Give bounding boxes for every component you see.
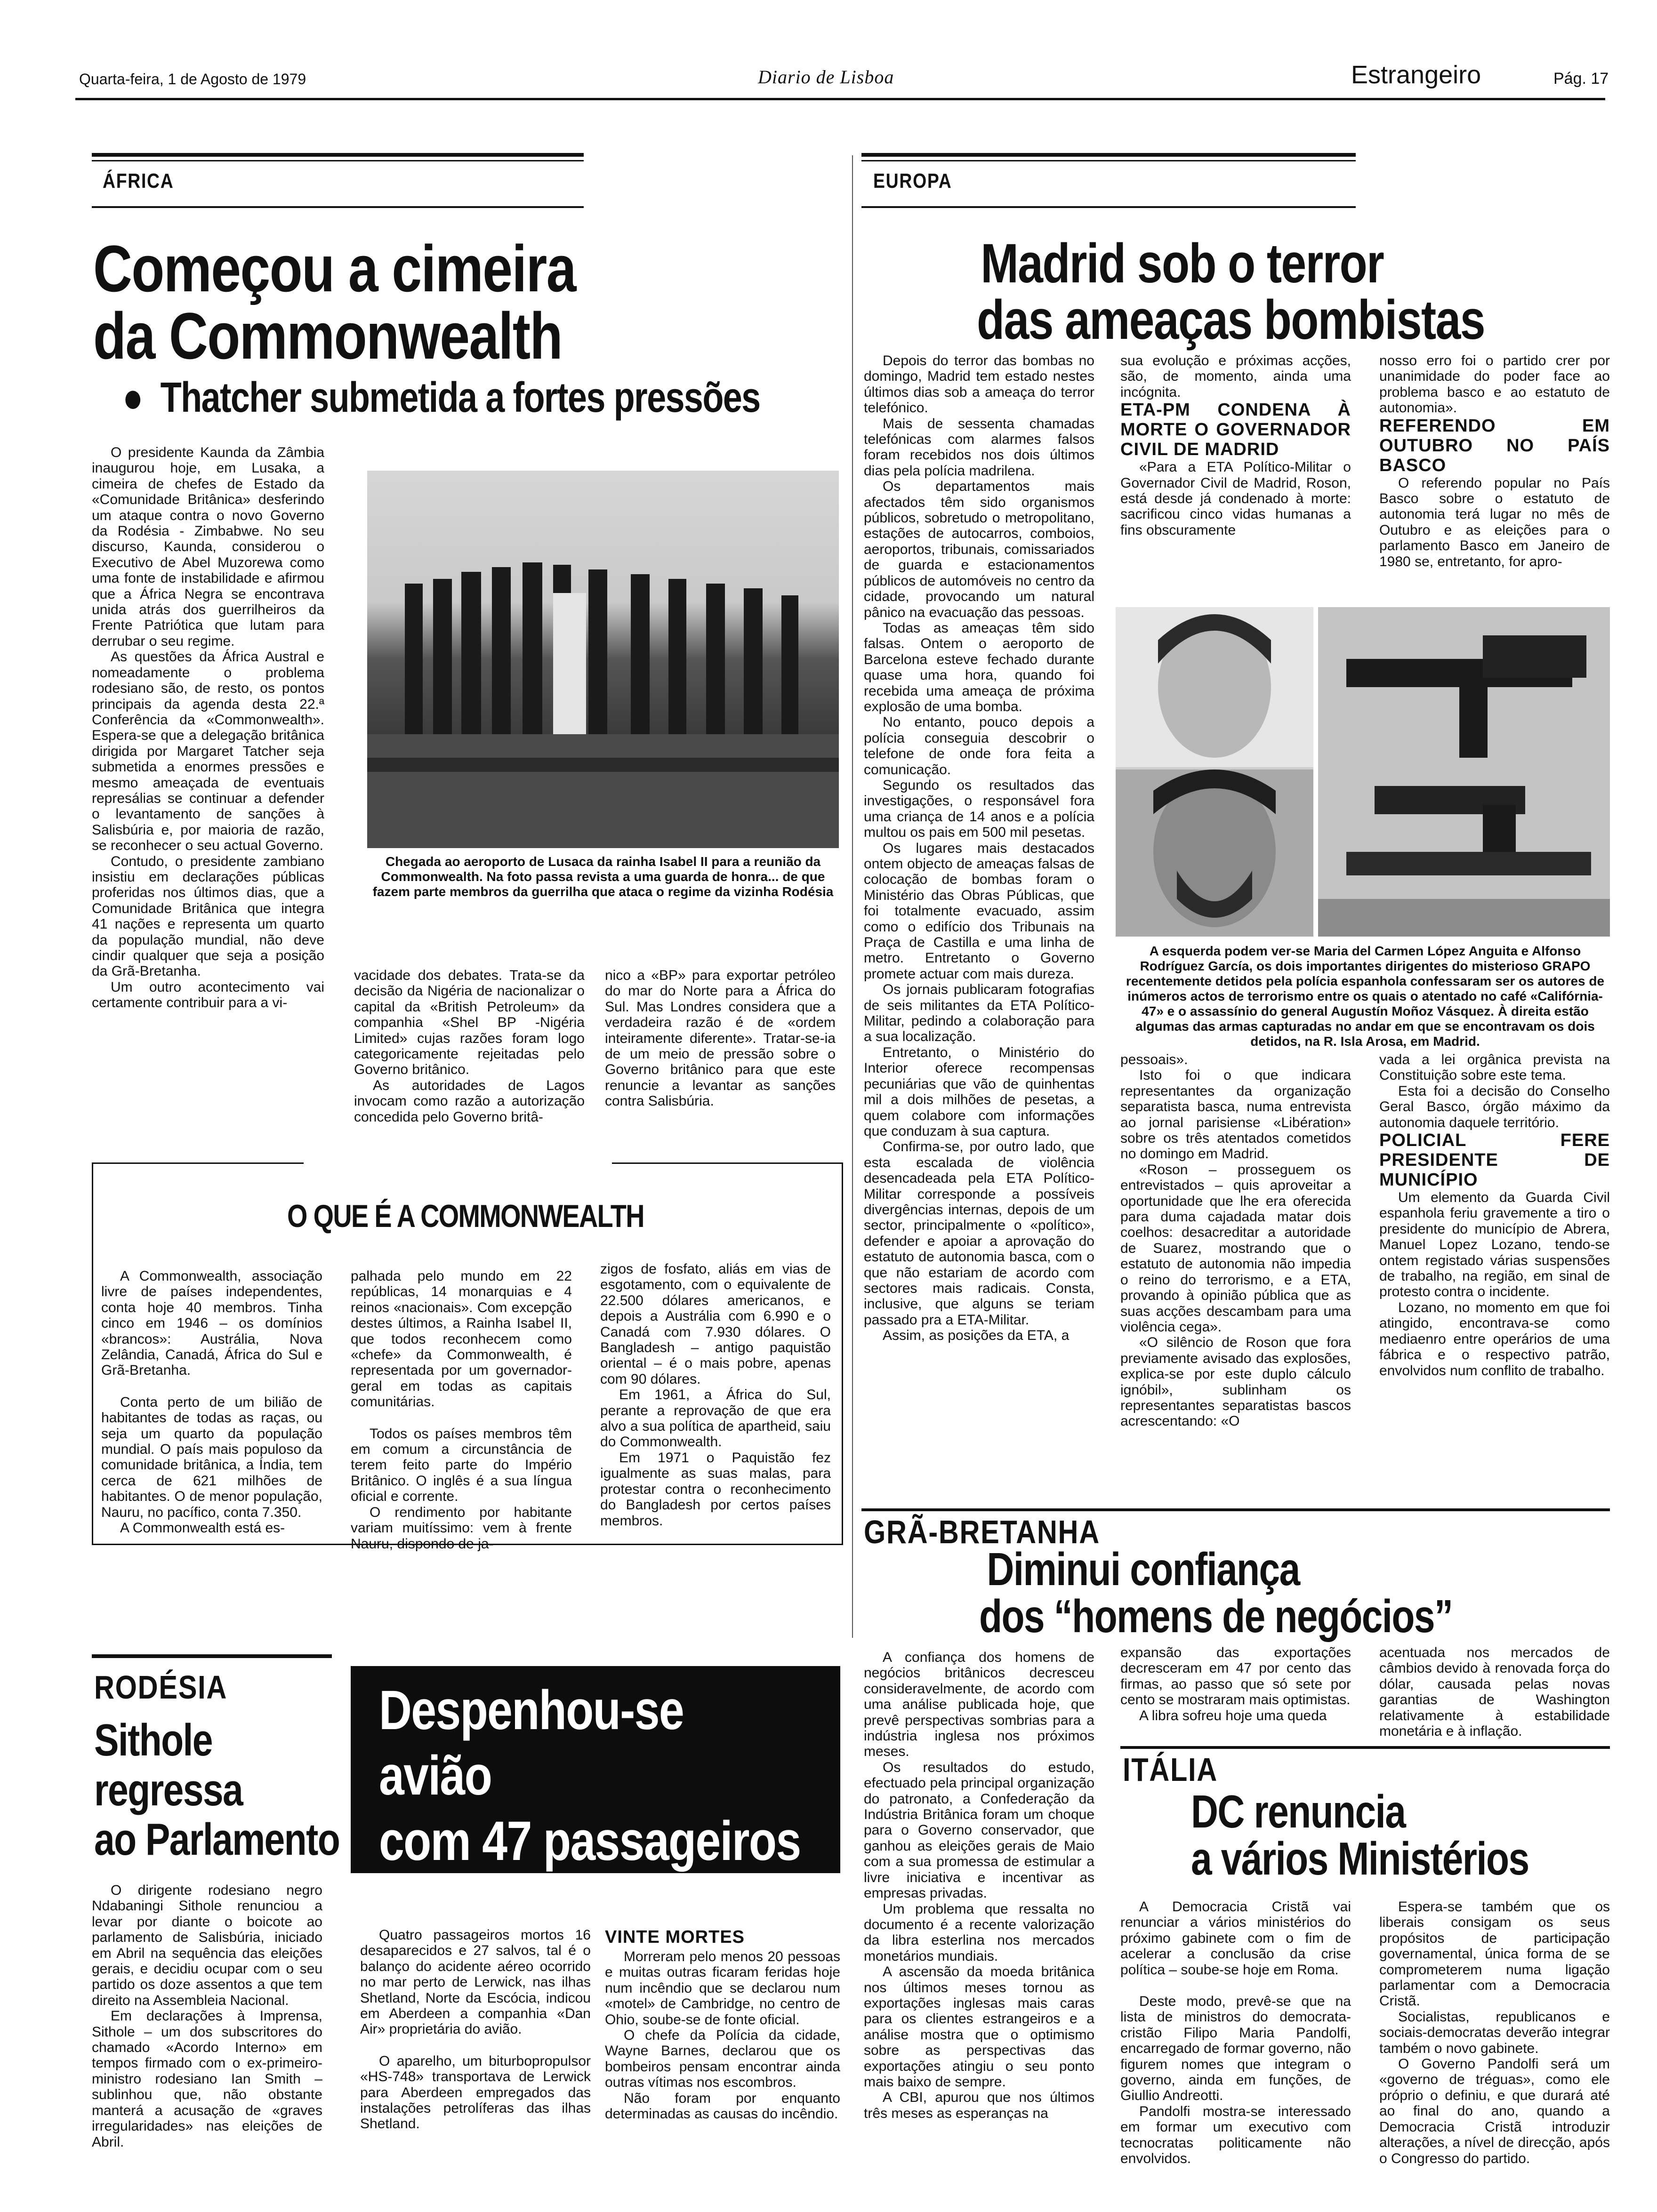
italia-headline-line-1: DC renuncia (1191, 1786, 1406, 1837)
africa-rule-top (92, 153, 584, 157)
paragraph: Os jornais publicaram fotografias de seis militantes da ETA Político-Militar, pedindo a colaboração para a sua localização. (864, 982, 1094, 1045)
italia-rule-top (1120, 1746, 1610, 1749)
paragraph: Um outro acontecimento vai certamente contribuir para a vi- (92, 979, 324, 1011)
rodesia-section-label: RODÉSIA (94, 1669, 227, 1706)
aviao-headline-line-3: com 47 passageiros (379, 1810, 801, 1873)
paragraph: Não foram por enquanto determinadas as causas do incêndio. (605, 2090, 840, 2122)
europa-headline-line-1: Madrid sob o terror (981, 232, 1384, 295)
gb-headline-line-2: dos “homens de negócios” (979, 1590, 1453, 1642)
paragraph: Em 1961, a África do Sul, perante a reprovação de que era alvo a sua política de apartheid, saiu do Commonwealth. (600, 1387, 831, 1450)
africa-photo-caption: Chegada ao aeroporto de Lusaca da rainha Isabel II para a reunião da Commonwealth. Na foto passa revista a uma guarda de honra... de que fazem parte membros da guerrilha que ataca o regime da vizinha Rodésia (372, 854, 834, 899)
paragraph: Um elemento da Guarda Civil espanhola feriu gravemente a tiro o presidente do município de Abrera, Manuel Lopez Lozano, tendo-se ontem registado várias suspensões de trabalho, na região, em sinal de protesto contra o incidente. (1379, 1190, 1610, 1300)
europa-column-3-bottom (1379, 1052, 1610, 1378)
paragraph: zigos de fosfato, aliás em vias de esgotamento, com o equivalente de 22.500 dólares americanos, e depois a Austrália com 6.990 e o Canadá com 7.930 dólares. O Bangladesh – antigo paquistão oriental – é o mais pobre, apenas com 90 dólares. (600, 1261, 831, 1387)
africa-column-3 (605, 968, 836, 1109)
europa-photo-illustration (1116, 607, 1313, 937)
europa-column-2-top (1120, 353, 1351, 538)
rodesia-body (92, 1883, 322, 2150)
paragraph: vada a lei orgânica prevista na Constituição sobre este tema. (1379, 1052, 1610, 1083)
paragraph: Todas as ameaças têm sido falsas. Ontem o aeroporto de Barcelona esteve fechado durante quase uma hora, quando foi recebida uma ameaça de próxima explosão de uma bomba. (864, 620, 1094, 714)
paragraph: Depois do terror das bombas no domingo, Madrid tem estado nestes últimos dias sob a ameaça do terror telefónico. (864, 353, 1094, 416)
paragraph: O chefe da Polícia da cidade, Wayne Barnes, declarou que os bombeiros pensam encontrar ainda outras vítimas nos escombros. (605, 2028, 840, 2091)
paragraph: Segundo os resultados das investigações, o responsável fora uma criança de 14 anos e a polícia multou os pais em 500 mil pesetas. (864, 777, 1094, 841)
commonwealth-column-3 (600, 1261, 831, 1529)
paragraph: Entretanto, o Ministério do Interior oferece recompensas pecuniárias que vão de quinhentas mil a dois milhões de pesetas, a quem colabore com informações que conduzam à sua captura. (864, 1044, 1094, 1139)
europa-photo-suspects (1116, 607, 1313, 937)
africa-photo-illustration (367, 471, 839, 848)
africa-headline-line-1: Começou a cimeira (93, 232, 576, 305)
africa-subhead (122, 374, 760, 421)
europa-subhead-policial: POLICIAL FERE PRESIDENTE DE MUNICÍPIO (1379, 1130, 1610, 1190)
aviao-headline (379, 1678, 801, 1875)
column-divider (852, 155, 853, 1638)
commonwealth-column-2 (351, 1268, 572, 1552)
africa-section-label: ÁFRICA (103, 169, 174, 192)
paragraph: As questões da África Austral e nomeadamente o problema rodesiano são, de resto, os pontos principais da agenda desta 22.ª Conferência da «Commonwealth». Espera-se que a delegação britânica dirigida por Margaret Tatcher seja submetida a enormes pressões e mesmo ameaçada de eventuais represálias se continuar a defender o levantamento de sanções à Salisbúria e, por maioria de razão, se reconhecer o seu actual Governo. (92, 649, 324, 854)
paragraph: Um problema que ressalta no documento é a recente valorização da libra esterlina nos mercados monetários mundiais. (864, 1901, 1094, 1964)
europa-subhead-eta: ETA-PM CONDENA À MORTE O GOVERNADOR CIVIL DE MADRID (1120, 400, 1351, 460)
rodesia-headline-line-2: regressa (94, 1764, 243, 1815)
europa-photo-weapons (1318, 607, 1610, 937)
europa-column-2-bottom (1120, 1052, 1351, 1429)
gb-section-label: GRÃ-BRETANHA (864, 1514, 1100, 1550)
europa-rule-under (861, 206, 1356, 208)
gb-headline-line-1: Diminui confiança (987, 1543, 1300, 1595)
paragraph: O presidente Kaunda da Zâmbia inaugurou hoje, em Lusaka, a cimeira de chefes de Estado da «Comunidade Britânica» desferindo um ataque contra o novo Governo da Rodésia - Zimbabwe. No seu discurso, Kaunda, considerou o Executivo de Abel Muzorewa como uma fonte de instabilidade e afirmou que a África Negra se encontrava unida atrás dos guerrilheiros da Frente Patriótica que lutam para derrubar o seu regime. (92, 445, 324, 649)
europa-subhead-referendo: REFERENDO EM OUTUBRO NO PAÍS BASCO (1379, 416, 1610, 475)
paragraph: Esta foi a decisão do Conselho Geral Basco, órgão máximo da autonomia daquele território. (1379, 1083, 1610, 1130)
paragraph: A Democracia Cristã vai renunciar a vários ministérios do próximo gabinete com o fim de acelerar a conclusão da crise política – soube-se hoje em Roma. (1120, 1899, 1351, 1978)
aviao-column-2 (605, 1927, 840, 2122)
paragraph: acentuada nos mercados de câmbios devido à renovada força do dólar, causada pelas novas garantias de Washington relativamente à estabilidade monetária e à inflação. (1379, 1645, 1610, 1739)
italia-headline (1191, 1788, 1529, 1883)
aviao-headline-line-1: Despenhou-se (379, 1679, 684, 1741)
paragraph: Em 1971 o Paquistão fez igualmente as suas malas, para protestar contra o reconhecimento do Bangladesh por certos países membros. (600, 1450, 831, 1529)
europa-photo-caption: A esquerda podem ver-se Maria del Carmen López Anguita e Alfonso Rodríguez García, os dois importantes dirigentes do misterioso GRAPO recentemente detidos pela polícia espanhola confessaram ser os autores de inúmeros actos de terrorismo entre os quais o atentado no café «Califórnia-47» e o assassínio do general Augustín Moñoz Vásquez. À direita estão algumas das armas capturadas no andar em que se encontravam os dois detidos, na R. Isla Arosa, em Madrid. (1126, 944, 1605, 1049)
paragraph: Todos os países membros têm em comum a circunstância de terem feito parte do Império Britânico. O inglês é a sua língua oficial e corrente. (351, 1426, 572, 1505)
paragraph: Espera-se também que os liberais consigam os seus propósitos de participação governamental, única forma de se comprometerem numa ligação parlamentar com a Democracia Cristã. (1379, 1899, 1610, 2009)
rodesia-headline-line-3: ao Parlamento (94, 1814, 340, 1865)
africa-rule-under (92, 206, 584, 208)
europa-headline-line-2: das ameaças bombistas (977, 289, 1485, 352)
paragraph: As autoridades de Lagos invocam como razão a autorização concedida pelo Governo britâ- (354, 1077, 585, 1125)
africa-photo-guard-of-honour (367, 471, 839, 848)
paragraph: A libra sofreu hoje uma queda (1139, 1707, 1327, 1723)
gb-headline (979, 1543, 1453, 1642)
europa-rule-top-thin (861, 160, 1356, 161)
europa-headline (977, 232, 1485, 352)
masthead-date: Quarta-feira, 1 de Agosto de 1979 (79, 71, 306, 88)
bullet-icon: ● (122, 374, 161, 421)
paragraph: Socialistas, republicanos e sociais-democratas deverão integrar também o novo gabinete. (1379, 2009, 1610, 2056)
paragraph: Mais de sessenta chamadas telefónicas com alarmes falsos foram recebidos nos dois últimos dias pela polícia madrilena. (864, 416, 1094, 479)
italia-column-1 (1120, 1899, 1351, 2167)
paragraph: Deste modo, prevê-se que na lista de ministros do democrata-cristão Filipo Maria Pandolfi, encarregado de formar governo, não figurem nomes que integram o governo, ainda em funções, de Giullio Andreotti. (1120, 1994, 1351, 2104)
africa-subhead-text: Thatcher submetida a fortes pressões (160, 374, 760, 421)
paragraph: pessoais». (1120, 1052, 1188, 1067)
paragraph: Os resultados do estudo, efectuado pela principal organização do patronato, a Confederação da Indústria Britânica foram um choque para o Governo conservador, que ganhou as eleições gerais de Maio com a sua promessa de estimular a livre iniciativa e incentivar as empresas privadas. (864, 1759, 1094, 1901)
paragraph: Morreram pelo menos 20 pessoas e muitas outras ficaram feridas hoje num incêndio que se declarou num «motel» de Cambridge, no centro de Ohio, soube-se de fonte oficial. (605, 1949, 840, 2028)
paragraph: O dirigente rodesiano negro Ndabaningi Sithole renunciou a levar por diante o boicote ao parlamento de Salisbúria, iniciado em Abril na sequência das eleições gerais, e decidiu ocupar com o seu partido os doze assentos a que tem direito na Assembleia Nacional. (92, 1883, 322, 2008)
paragraph: O aparelho, um biturbopropulsor «HS-748» transportava de Lerwick para Aberdeen empregados das instalações petrolíferas das ilhas Shetland. (360, 2053, 591, 2132)
paragraph: No entanto, pouco depois a polícia conseguia descobrir o telefone de onde fora feita a comunicação. (864, 714, 1094, 777)
masthead-paper-name: Diario de Lisboa (758, 66, 894, 88)
paragraph: Em declarações à Imprensa, Sithole – um dos subscritores do chamado «Acordo Interno» em tempos firmado com o ex-primeiro-ministro rodesiano Ian Smith – sublinhou que, não obstante manterá a acusação de «graves irregularidades» nas eleições de Abril. (92, 2008, 322, 2150)
paragraph: palhada pelo mundo em 22 repúblicas, 14 monarquias e 4 reinos «nacionais». Com excepção destes últimos, a Rainha Isabel II, que todos reconhecem como «chefe» da Commonwealth, é representada por um governador-geral em todas as capitais comunitárias. (351, 1268, 572, 1410)
paragraph: O rendimento por habitante variam muitíssimo: vem à frente Nauru, dispondo de ja- (351, 1504, 572, 1552)
paragraph: Os departamentos mais afectados têm sido organismos públicos, sobretudo o metropolitano, estações de autocarros, comboios, aeroportos, tribunais, comissariados de guarda e estacionamentos públicos de automóveis no centro da cidade, provocando um natural pânico na evacuação das pessoas. (864, 479, 1094, 620)
paragraph: Isto foi o que indicara representantes da organização separatista basca, numa entrevista ao jornal parisiense «Libération» sobre os três atentados cometidos no domingo em Madrid. (1120, 1067, 1351, 1162)
rodesia-headline (94, 1715, 339, 1865)
paragraph: Os lugares mais destacados ontem objecto de ameaças falsas de colocação de bombas foram o Ministério das Obras Públicas, que foi totalmente evacuado, assim como o edifício dos Tribunais na Praça de Castilla e uma linha de metro. Entretanto o Governo promete actuar com mais dureza. (864, 840, 1094, 982)
europa-section-label: EUROPA (873, 169, 952, 192)
paragraph: nosso erro foi o partido crer por unanimidade do poder face ao problema basco e ao estatuto de autonomia». (1379, 353, 1610, 416)
paragraph: expansão das exportações decresceram em 47 por cento das firmas, ao passo que só sete por cento se mostraram mais optimistas. (1120, 1645, 1351, 1708)
paragraph: A ascensão da moeda britânica nos últimos meses tornou as exportações inglesas mais caras para os clientes estrangeiros e a análise mostra que o optimismo sobre as perspectivas das exportações atingiu o seu ponto mais baixo de sempre. (864, 1964, 1094, 2090)
europa-photo-weapons-illustration (1318, 607, 1610, 937)
paragraph: «Para a ETA Político-Militar o Governador Civil de Madrid, Roson, está desde já condenado à morte: sacrificou cinco vidas humanas a fins obscuramente (1120, 459, 1351, 538)
paragraph: Conta perto de um bilião de habitantes de todas as raças, ou seja um quarto da população mundial. O país mais populoso da comunidade britânica, a Índia, tem cerca de 621 milhões de habitantes. O de menor população, Nauru, no pacífico, conta 7.350. (101, 1394, 322, 1520)
paragraph: nico a «BP» para exportar petróleo do mar do Norte para a África do Sul. Mas Londres considera que a verdadeira razão é de «ordem inteiramente diferente». Tratar-se-ia de um meio de pressão sobre o Governo britânico para que este renuncie a levantar as sanções contra Salisbúria. (605, 968, 836, 1109)
paragraph: Pandolfi mostra-se interessado em formar um executivo com tecnocratas politicamente não envolvidos. (1120, 2103, 1351, 2167)
gb-column-2 (1120, 1645, 1351, 1723)
paragraph: O referendo popular no País Basco sobre o estatuto de autonomia terá lugar no mês de Outubro e as eleições para o parlamento Basco em Janeiro de 1980 se, entretanto, for apro- (1379, 475, 1610, 569)
africa-rule-top-thin (92, 160, 584, 161)
rodesia-rule-top (92, 1654, 332, 1658)
paragraph: Lozano, no momento em que foi atingido, encontrava-se como mediaenro entre operários de uma fábrica e o respectivo patrão, envolvidos num conflito de trabalho. (1379, 1299, 1610, 1378)
masthead-rule (75, 98, 1605, 100)
commonwealth-box-top-left (92, 1162, 304, 1164)
paragraph: «Roson – prosseguem os entrevistados – quis aproveitar a oportunidade que lhe era oferecida para duma cajadada matar dois coelhos: desacreditar a autoridade de Suarez, mostrando que o estatuto de autonomia não impedia o reino do terrorismo, e a ETA, provando à opinião pública que as suas acções descambam para uma violência cega». (1120, 1162, 1351, 1335)
paragraph: A CBI, apurou que nos últimos três meses as esperanças na (864, 2090, 1094, 2121)
europa-column-3-top (1379, 353, 1610, 569)
italia-headline-line-2: a vários Ministérios (1191, 1832, 1529, 1884)
masthead-page-number: Pág. 17 (1553, 70, 1609, 88)
africa-column-2 (354, 968, 585, 1125)
paragraph: Confirma-se, por outro lado, que esta escalada de violência desencadeada pela ETA Político-Militar corresponde a possíveis divergências internas, depois de um sector, principalmente o «político», defender e apoiar a aprovação do estatuto de autonomia basca, com o que não estariam de acordo com sectores mais radicais. Consta, inclusive, que alguns se teriam passado pra a ETA-Militar. (864, 1139, 1094, 1328)
paragraph: A confiança dos homens de negócios britânicos decresceu consideravelmente, de acordo com uma análise publicada hoje, que prevê perspectivas sombrias para a indústria inglesa nos próximos meses. (864, 1650, 1094, 1760)
commonwealth-box-top-right (612, 1162, 842, 1164)
paragraph: Quatro passageiros mortos 16 desaparecidos e 27 salvos, tal é o balanço do acidente aéreo ocorrido no mar perto de Lerwick, nas ilhas Shetland, Norte da Escócia, indicou em Aberdeen a companhia «Dan Air» proprietária do avião. (360, 1927, 591, 2037)
paragraph: Assim, as posições da ETA, a (883, 1328, 1070, 1344)
aviao-subhead-vinte-mortes: VINTE MORTES (605, 1927, 745, 1947)
gb-column-1 (864, 1650, 1094, 2121)
rodesia-headline-line-1: Sithole (94, 1715, 212, 1765)
paragraph: vacidade dos debates. Trata-se da decisão da Nigéria de nacionalizar o capital da «British Petroleum» da companhia «Shel BP -Nigéria Limited» cujas razões foram logo categoricamente rejeitadas pelo Governo britânico. (354, 968, 585, 1078)
europa-rule-top (861, 153, 1356, 157)
europa-column-1 (864, 353, 1094, 1344)
gb-column-3 (1379, 1645, 1610, 1739)
italia-column-2 (1379, 1899, 1610, 2166)
paragraph: sua evolução e próximas acções, são, de momento, ainda uma incógnita. (1120, 353, 1351, 400)
gb-rule-top (861, 1508, 1610, 1511)
paragraph: «O silêncio de Roson que fora previamente avisado das explosões, explica-se por este duplo cálculo ignóbil», sublinham os representantes separatistas bascos acrescentando: «O (1120, 1335, 1351, 1429)
paragraph: Contudo, o presidente zambiano insistiu em declarações públicas proferidas nos últimos dias, que a Comunidade Britânica que integra 41 nações e representa um quarto da população mundial, não deve cindir qualquer que seja a posição da Grã-Bretanha. (92, 853, 324, 979)
paragraph: A Commonwealth está es- (120, 1520, 285, 1536)
paragraph: A Commonwealth, associação livre de países independentes, conta hoje 40 membros. Tinha cinco em 1946 – os domínios «brancos»: Austrália, Nova Zelândia, Canadá, África do Sul e Grã-Bretanha. (101, 1268, 322, 1378)
africa-column-1 (92, 445, 324, 1011)
africa-headline (93, 232, 576, 373)
italia-section-label: ITÁLIA (1123, 1751, 1218, 1788)
aviao-headline-line-2: avião (379, 1745, 492, 1807)
masthead-section: Estrangeiro (1351, 61, 1481, 89)
paragraph: O Governo Pandolfi será um «governo de tréguas», como ele próprio o definiu, e que durará até ao final do ano, quando a Democracia Cristã introduzir alterações, a nível de direcção, após o Congresso do partido. (1379, 2056, 1610, 2166)
commonwealth-column-1 (101, 1268, 322, 1536)
commonwealth-title: O QUE É A COMMONWEALTH (287, 1198, 644, 1234)
africa-headline-line-2: da Commonwealth (93, 298, 562, 373)
aviao-column-1 (360, 1927, 591, 2132)
